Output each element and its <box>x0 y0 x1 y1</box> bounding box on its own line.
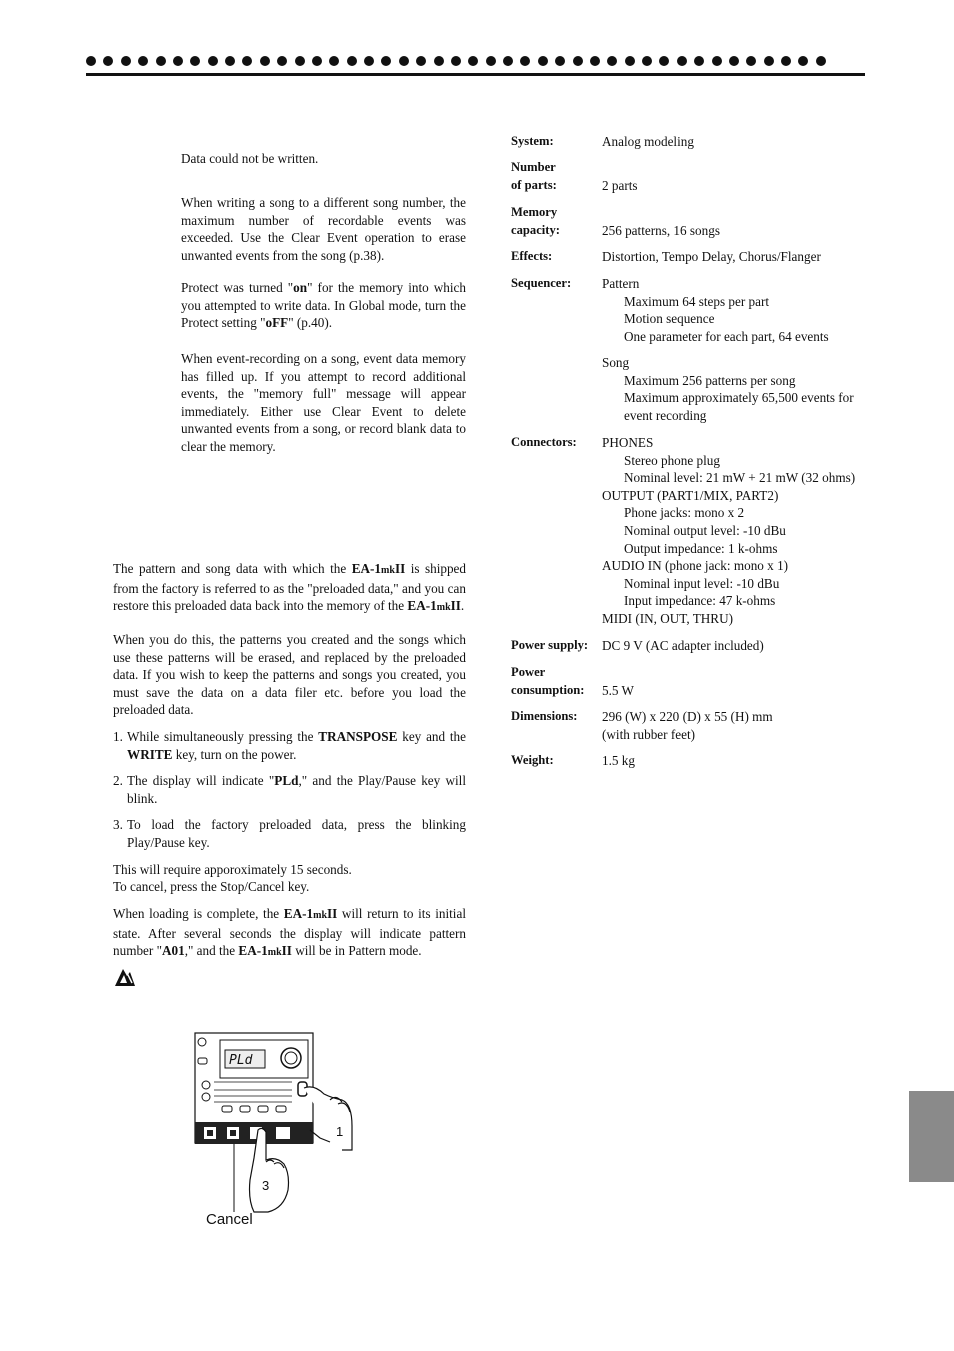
header-dot <box>399 56 409 66</box>
header-dot <box>242 56 252 66</box>
spec-value-line: Pattern <box>602 276 640 291</box>
header-dot <box>764 56 774 66</box>
spec-value-line: (with rubber feet) <box>602 726 696 742</box>
header-dot <box>190 56 200 66</box>
spec-value-line: Nominal level: 21 mW + 21 mW (32 ohms) <box>624 470 856 486</box>
header-dot <box>573 56 583 66</box>
spec-value-line: AUDIO IN (phone jack: mono x 1) <box>602 558 789 574</box>
spec-value-line: Nominal output level: -10 dBu <box>624 522 786 538</box>
spec-label <box>511 248 552 266</box>
callout-1: 1 <box>336 1124 344 1139</box>
header-dot <box>364 56 374 66</box>
spec-value-line: Input impedance: 47 k-ohms <box>624 593 776 609</box>
spec-label-line: capacity: <box>511 222 560 237</box>
header-dot <box>225 56 235 66</box>
step-number: 3. <box>113 817 123 832</box>
header-dot <box>468 56 478 66</box>
spec-value-line: Distortion, Tempo Delay, Chorus/Flanger <box>602 249 821 264</box>
header-rule <box>86 73 865 76</box>
spec-value <box>602 248 821 266</box>
header-dot <box>816 56 826 66</box>
header-dot <box>538 56 548 66</box>
spec-label <box>511 752 554 770</box>
step-1 <box>113 728 466 764</box>
spec-label-line: Effects: <box>511 249 553 263</box>
complete-note: When loading is complete, the EA-1mkII will return to its initial state. After several seconds the display will indicate pattern number "A01," and the EA-1mkII will be in Pattern mode. <box>113 906 466 959</box>
header-dot <box>86 56 96 66</box>
step-number: 2. <box>113 773 123 788</box>
spec-value-line: 2 parts <box>602 177 638 193</box>
spec-value-line: 296 (W) x 220 (D) x 55 (H) mm <box>602 709 773 724</box>
spec-value-line: Nominal input level: -10 dBu <box>624 575 780 591</box>
header-dot <box>347 56 357 66</box>
header-dot <box>329 56 339 66</box>
spec-value-line: DC 9 V (AC adapter included) <box>602 638 764 653</box>
spec-value-line: MIDI (IN, OUT, THRU) <box>602 610 733 626</box>
spec-value-line: Motion sequence <box>624 311 715 327</box>
step-3 <box>113 816 466 852</box>
spec-value <box>602 133 694 151</box>
header-dot <box>312 56 322 66</box>
spec-value <box>602 354 854 424</box>
header-dot <box>712 56 722 66</box>
spec-label <box>511 708 577 726</box>
header-dot <box>295 56 305 66</box>
spec-value-line: Maximum approximately 65,500 events for <box>624 390 854 406</box>
cancel-label: Cancel <box>206 1211 253 1228</box>
spec-value-line: One parameter for each part, 64 events <box>624 328 829 344</box>
header-dot <box>208 56 218 66</box>
spec-label-line: Sequencer: <box>511 276 572 290</box>
preload-warning: When you do this, the patterns you created and the songs which use these patterns will be erased, and replaced by the preloaded data. If you wish to keep the patterns and songs you created, you must save the data on a data filer etc. before you load the preloaded data. <box>113 632 466 718</box>
spec-label-line: System: <box>511 134 554 148</box>
spec-value-line: Maximum 256 patterns per song <box>624 372 796 388</box>
error-protect-on: Protect was turned "on" for the memory into which you attempted to write data. In Global mode, turn the Protect setting "oFF" (p.40). <box>181 280 467 331</box>
warning-icon <box>114 967 136 987</box>
header-dot <box>781 56 791 66</box>
spec-value-line: Song <box>602 355 630 370</box>
spec-label-line: Dimensions: <box>511 709 578 723</box>
header-dot <box>659 56 669 66</box>
step-number: 1. <box>113 729 123 744</box>
error-memory-full: When event-recording on a song, event data memory has filled up. If you attempt to record additional events, the "memory full" message will appear immediately. Either use Clear Event to delete unwanted events from a song, or record blank data to clear the memory. <box>181 351 466 454</box>
spec-value <box>602 434 855 628</box>
spec-value-line: PHONES <box>602 435 654 450</box>
cancel-note: To cancel, press the Stop/Cancel key. <box>113 879 310 894</box>
spec-label <box>511 664 584 699</box>
callout-3: 3 <box>262 1178 270 1193</box>
header-dot <box>520 56 530 66</box>
header-dot <box>486 56 496 66</box>
step-2 <box>113 772 466 808</box>
spec-label <box>511 275 571 293</box>
header-dot <box>138 56 148 66</box>
step-text: To load the factory preloaded data, press the blinking Play/Pause key. <box>127 817 466 850</box>
spec-value <box>602 708 773 743</box>
step-text: While simultaneously pressing the TRANSPOSE key and the WRITE key, turn on the power. <box>127 729 467 762</box>
header-dot <box>156 56 166 66</box>
header-dot <box>503 56 513 66</box>
header-dot <box>173 56 183 66</box>
header-dot <box>746 56 756 66</box>
duration-note: This will require apporoximately 15 seconds. <box>113 862 352 877</box>
spec-label-line: Power supply: <box>511 638 589 652</box>
spec-label-line: Memory <box>511 205 558 219</box>
spec-label-line: Connectors: <box>511 435 577 449</box>
spec-value-line: event recording <box>624 407 707 423</box>
header-dot <box>677 56 687 66</box>
header-dot <box>416 56 426 66</box>
header-dot <box>642 56 652 66</box>
spec-label-line: consumption: <box>511 682 585 697</box>
spec-value <box>602 682 634 700</box>
spec-value <box>602 752 635 770</box>
spec-value-line: Phone jacks: mono x 2 <box>624 505 745 521</box>
lcd-text: PLd <box>229 1053 253 1068</box>
header-dot <box>555 56 565 66</box>
spec-label <box>511 637 588 655</box>
spec-value-line: Maximum 64 steps per part <box>624 293 770 309</box>
header-dot-row <box>86 54 826 68</box>
header-dot <box>729 56 739 66</box>
header-dot <box>607 56 617 66</box>
header-dot <box>798 56 808 66</box>
header-dot <box>277 56 287 66</box>
header-dot <box>434 56 444 66</box>
spec-label-line: of parts: <box>511 177 557 192</box>
header-dot <box>121 56 131 66</box>
header-dot <box>451 56 461 66</box>
section-tab <box>909 1091 954 1182</box>
spec-label-line: Power <box>511 665 546 679</box>
spec-value <box>602 222 720 240</box>
spec-value <box>602 177 638 195</box>
header-dot <box>381 56 391 66</box>
device-illustration <box>192 1030 367 1235</box>
step-text: The display will indicate "PLd," and the Play/Pause key will blink. <box>127 773 467 806</box>
spec-value-line: Stereo phone plug <box>624 452 720 468</box>
preload-intro: The pattern and song data with which the EA-1mkII is shipped from the factory is referred to as the "preloaded data," and you can restore this preloaded data back into the memory of the EA-1mkII. <box>113 561 466 614</box>
header-dot <box>260 56 270 66</box>
spec-value-line: 5.5 W <box>602 682 634 698</box>
header-dot <box>590 56 600 66</box>
spec-value <box>602 637 764 655</box>
spec-value-line: 1.5 kg <box>602 753 635 768</box>
spec-label <box>511 159 557 194</box>
error-event-overflow: When writing a song to a different song number, the maximum number of recordable events was exceeded. Use the Clear Event operation to erase unwanted events from the song (p.38). <box>181 195 466 263</box>
header-dot <box>103 56 113 66</box>
spec-label-line: Weight: <box>511 753 554 767</box>
spec-value <box>602 275 829 345</box>
header-dot <box>694 56 704 66</box>
spec-label <box>511 204 560 239</box>
spec-label-line: Number <box>511 160 556 174</box>
spec-value-line: Analog modeling <box>602 134 694 149</box>
header-dot <box>625 56 635 66</box>
error-write-failed: Data could not be written. <box>181 151 319 166</box>
spec-value-line: OUTPUT (PART1/MIX, PART2) <box>602 487 779 503</box>
spec-value-line: 256 patterns, 16 songs <box>602 222 720 238</box>
spec-value-line: Output impedance: 1 k-ohms <box>624 540 778 556</box>
spec-label <box>511 434 577 452</box>
spec-label <box>511 133 554 151</box>
